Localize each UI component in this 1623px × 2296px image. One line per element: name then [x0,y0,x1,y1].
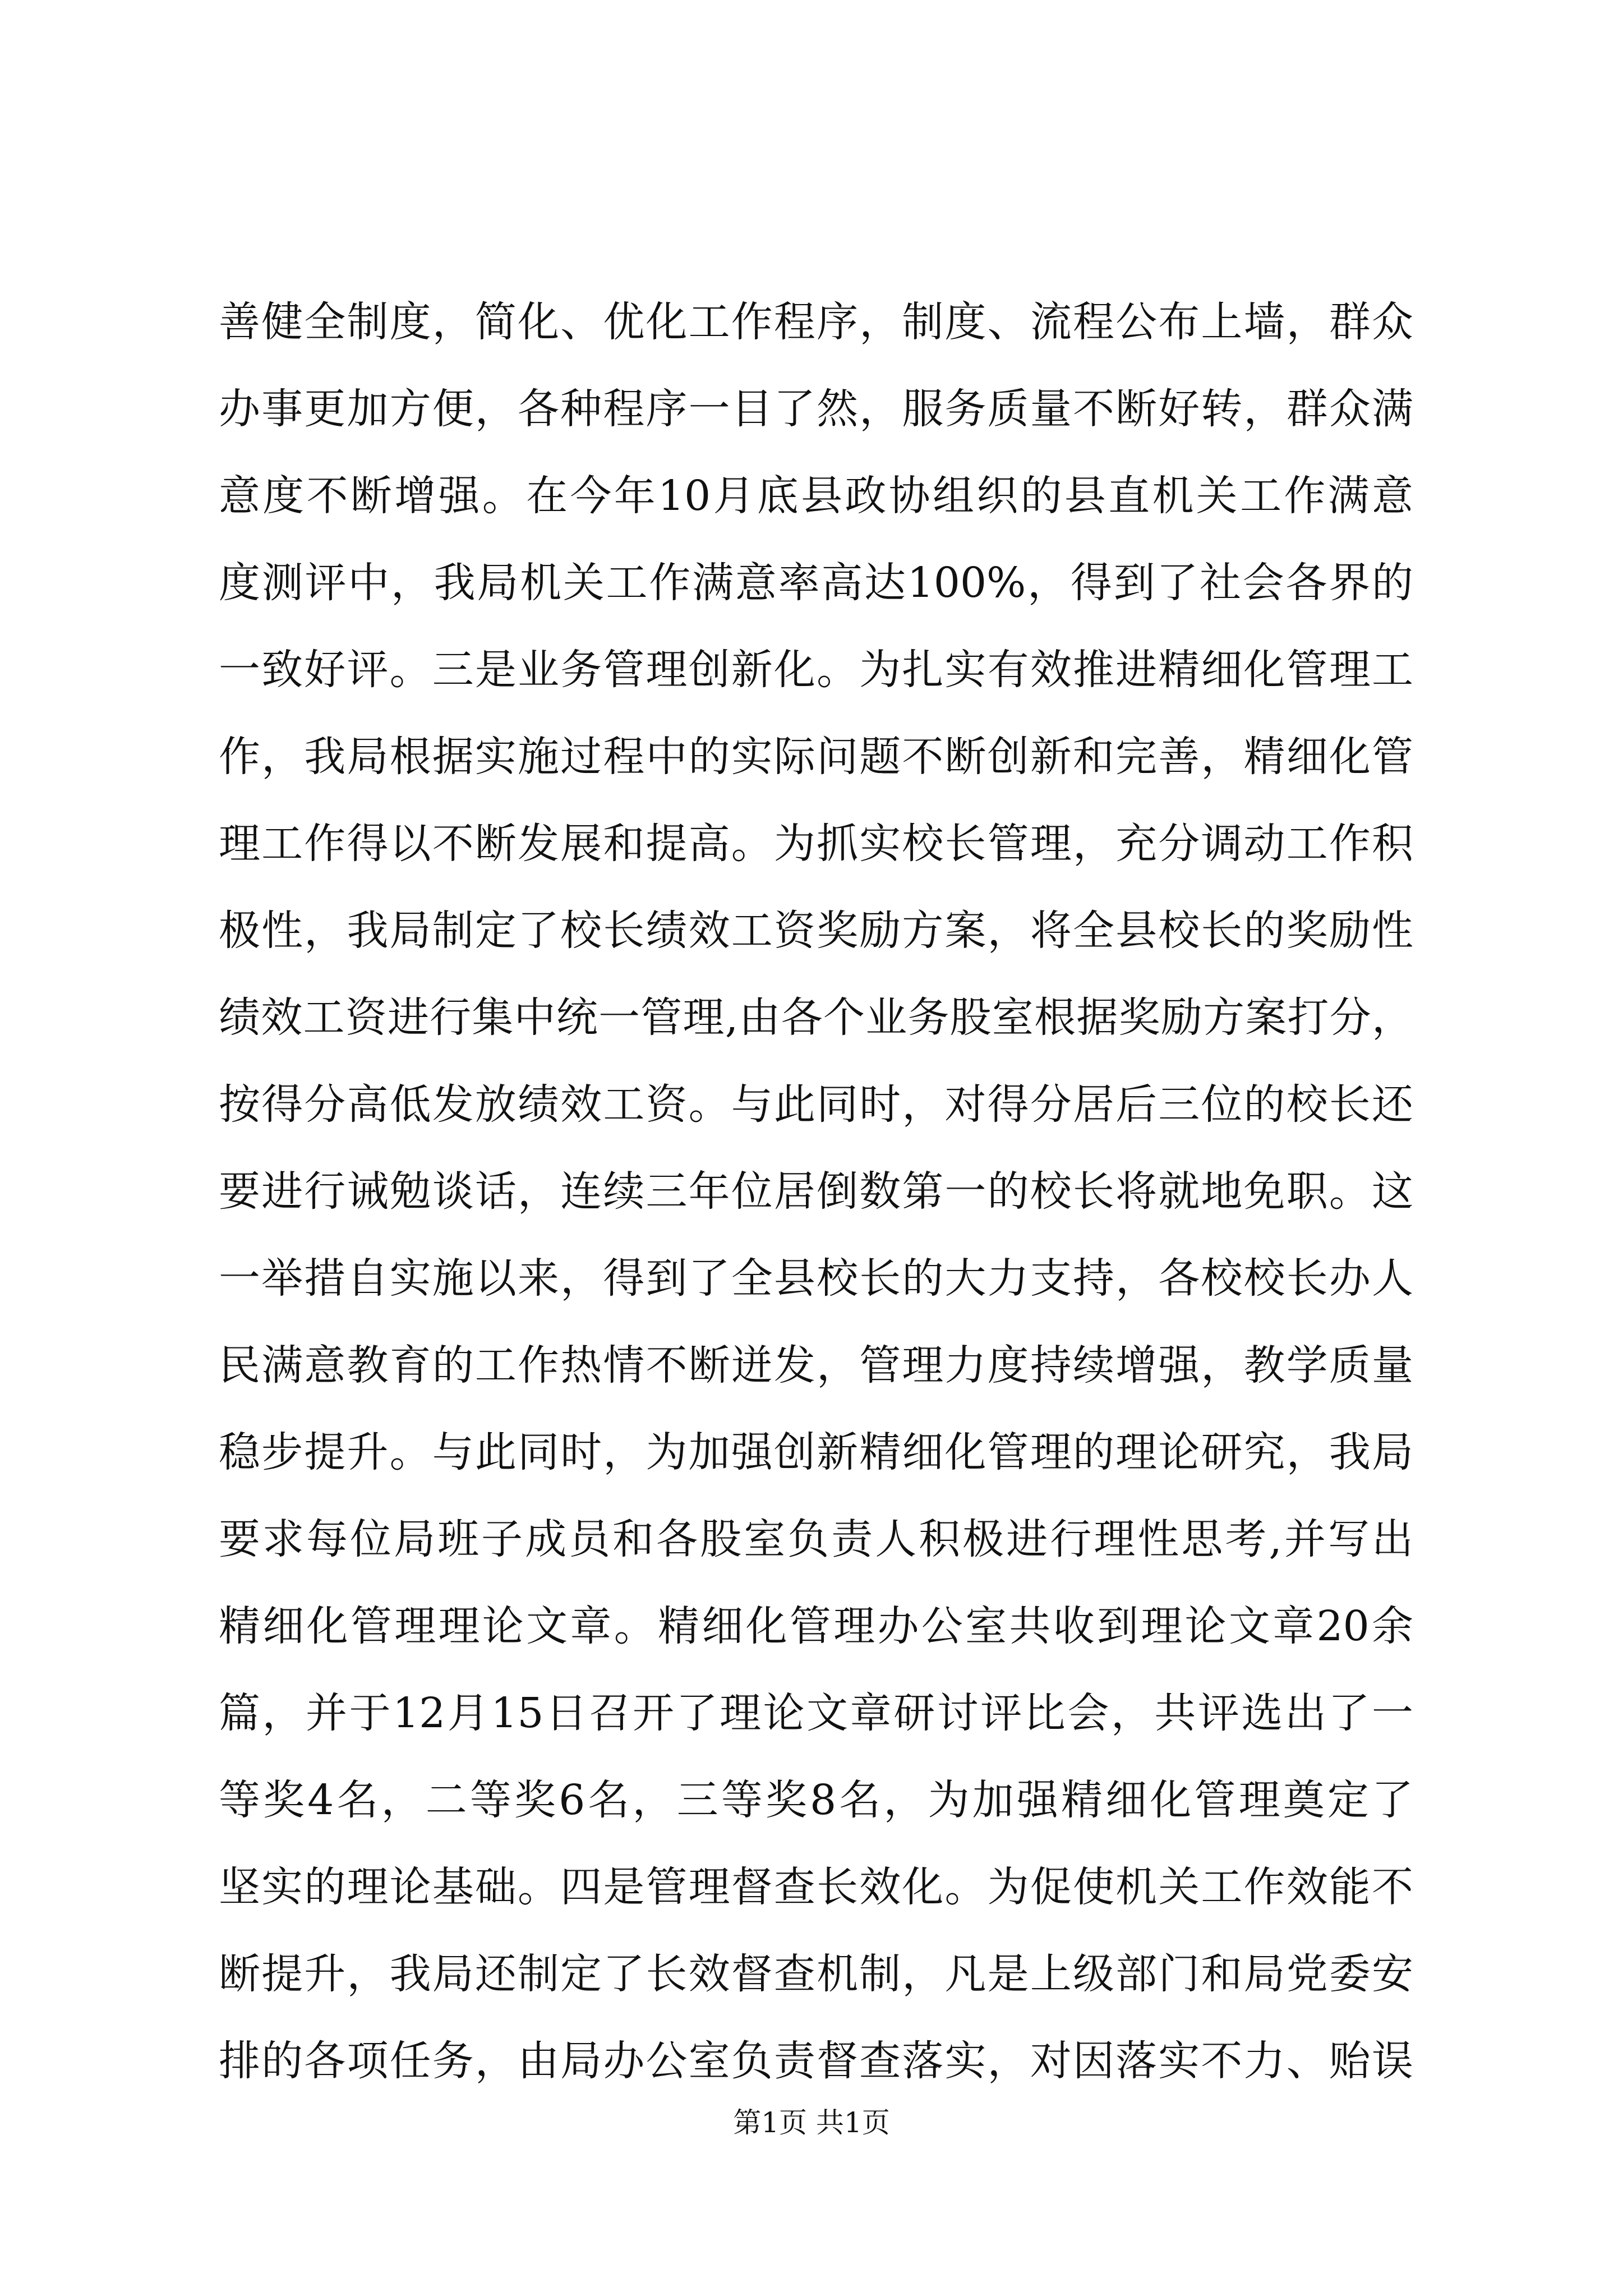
text-line: 稳步提升。与此同时，为加强创新精细化管理的理论研究，我局 [219,1428,1413,1476]
text-line: 绩效工资进行集中统一管理,由各个业务股室根据奖励方案打分， [219,993,1413,1042]
text-line: 断提升，我局还制定了长效督查机制，凡是上级部门和局党委安 [219,1950,1413,1998]
text-line: 要求每位局班子成员和各股室负责人积极进行理性思考,并写出 [219,1515,1413,1563]
body-text [219,291,1413,2116]
text-line: 要进行诫勉谈话，连续三年位居倒数第一的校长将就地免职。这 [219,1167,1413,1216]
text-line: 一举措自实施以来，得到了全县校长的大力支持，各校校长办人 [219,1254,1413,1303]
text-line: 作，我局根据实施过程中的实际问题不断创新和完善，精细化管 [219,733,1413,781]
text-line: 一致好评。三是业务管理创新化。为扎实有效推进精细化管理工 [219,646,1413,694]
text-line: 等奖4名，二等奖6名，三等奖8名，为加强精细化管理奠定了 [219,1776,1413,1824]
text-line: 办事更加方便，各种程序一目了然，服务质量不断好转，群众满 [219,385,1413,433]
text-line: 坚实的理论基础。四是管理督查长效化。为促使机关工作效能不 [219,1863,1413,1911]
page-number-footer: 第1页 共1页 [733,2106,890,2139]
text-line: 极性，我局制定了校长绩效工资奖励方案，将全县校长的奖励性 [219,907,1413,955]
text-line: 民满意教育的工作热情不断迸发，管理力度持续增强，教学质量 [219,1341,1413,1389]
text-line: 善健全制度，简化、优化工作程序，制度、流程公布上墙，群众 [219,298,1413,346]
text-line: 篇，并于12月15日召开了理论文章研讨评比会，共评选出了一 [219,1689,1413,1737]
text-line: 排的各项任务，由局办公室负责督查落实，对因落实不力、贻误 [219,2037,1413,2085]
text-line: 理工作得以不断发展和提高。为抓实校长管理，充分调动工作积 [219,820,1413,868]
text-line: 意度不断增强。在今年10月底县政协组织的县直机关工作满意 [219,472,1413,520]
text-line: 按得分高低发放绩效工资。与此同时，对得分居后三位的校长还 [219,1080,1413,1129]
text-line: 精细化管理理论文章。精细化管理办公室共收到理论文章20余 [219,1602,1413,1650]
text-line: 度测评中，我局机关工作满意率高达100%，得到了社会各界的 [219,559,1413,607]
